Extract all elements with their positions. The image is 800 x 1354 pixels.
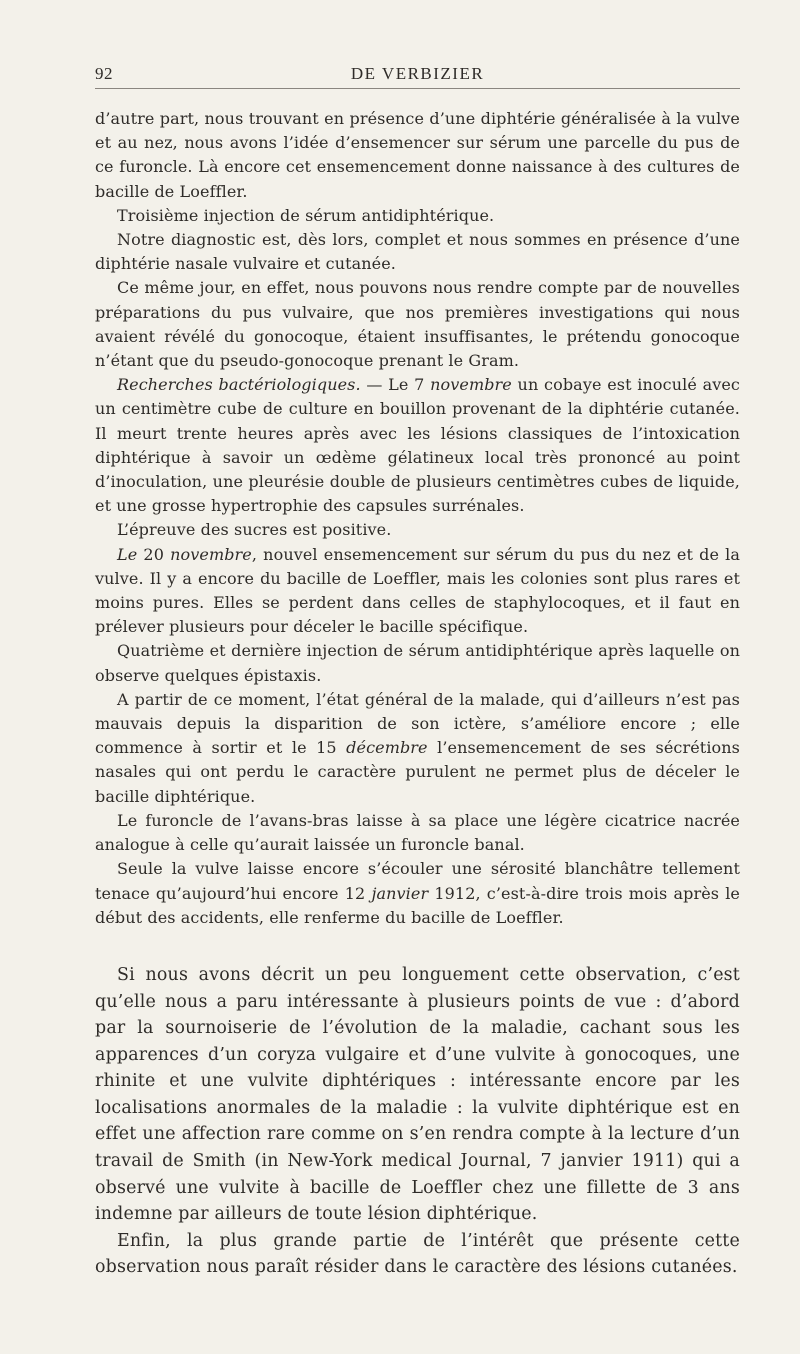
running-header <box>95 58 740 89</box>
paragraph: L’épreuve des sucres est positive. <box>117 520 392 540</box>
paragraph: Si nous avons décrit un peu longuement cette observation, c’est qu’elle nous a paru intéressante à plusieurs points de vue : d’abord par la sournoiserie de l’évolution de la maladie, cachant sous les apparences d’un coryza vulgaire et d’une vulvite à gonocoques, une rhinite et une vulvite diphtériques : intéressante encore par les localisations anormales de la maladie : la vulvite diphtérique est en effet une affection rare comme on s’en rendra compte à la lecture d’un travail de Smith (in New-York medical Journal, 7 janvier 1911) qui a observé une vulvite à bacille de Loeffler chez une fillette de 3 ans indemne par ailleurs de toute lésion diphtérique. <box>95 964 740 1225</box>
book-page <box>95 58 740 1281</box>
page-number: 92 <box>95 64 113 83</box>
paragraph: Troisième injection de sérum antidiphtérique. <box>117 205 495 225</box>
observation-section <box>95 107 740 930</box>
discussion-section <box>95 962 740 1281</box>
paragraph: A partir de ce moment, l’état général de la malade, qui d’ailleurs n’est pas mauvais depuis la disparition de son ictère, s’améliore encore ; elle commence à sortir et le 15 décembre l’ensemencement de ses sécrétions nasales qui ont perdu le caractère purulent ne permet plus de déceler le bacille diphtérique. <box>95 689 740 806</box>
paragraph: Recherches bactériologiques. — Le 7 novembre un cobaye est inoculé avec un centimètre cube de culture en bouillon provenant de la diphtérie cutanée. Il meurt trente heures après avec les lésions classiques de l’intoxication diphtérique à savoir un œdème gélatineux local très prononcé au point d’inoculation, une pleurésie double de plusieurs centimètres cubes de liquide, et une grosse hypertrophie des capsules surrénales. <box>95 375 740 516</box>
paragraph: Quatrième et dernière injection de sérum antidiphtérique après laquelle on observe quelques épistaxis. <box>95 641 740 685</box>
paragraph: Le 20 novembre, nouvel ensemencement sur sérum du pus du nez et de la vulve. Il y a encore du bacille de Loeffler, mais les colonies sont plus rares et moins pures. Elles se perdent dans celles de staphylocoques, et il faut en prélever plusieurs pour déceler le bacille spécifique. <box>95 544 740 637</box>
paragraph: Ce même jour, en effet, nous pouvons nous rendre compte par de nouvelles préparations du pus vulvaire, que nos premières investigations qui nous avaient révélé du gonocoque, étaient insuffisantes, le prétendu gonocoque n’étant que du pseudo-gonocoque prenant le Gram. <box>95 278 740 371</box>
paragraph: d’autre part, nous trouvant en présence d’une diphtérie généralisée à la vulve et au nez, nous avons l’idée d’ensemencer sur sérum une parcelle du pus de ce furoncle. Là encore cet ensemencement donne naissance à des cultures de bacille de Loeffler. <box>95 109 740 201</box>
running-title: DE VERBIZIER <box>350 64 485 83</box>
paragraph: Notre diagnostic est, dès lors, complet et nous sommes en présence d’une diphtérie nasale vulvaire et cutanée. <box>95 230 740 274</box>
section-lead: Recherches bactériologiques. <box>117 375 361 395</box>
paragraph: Seule la vulve laisse encore s’écouler une sérosité blanchâtre tellement tenace qu’aujourd’hui encore 12 janvier 1912, c’est-à-dire trois mois après le début des accidents, elle renferme du bacille de Loeffler. <box>95 859 740 927</box>
paragraph: Le furoncle de l’avans-bras laisse à sa place une légère cicatrice nacrée analogue à celle qu’aurait laissée un furoncle banal. <box>95 810 740 855</box>
paragraph: Enfin, la plus grande partie de l’intérêt que présente cette observation nous paraît résider dans le caractère des lésions cutanées. <box>95 1230 740 1278</box>
